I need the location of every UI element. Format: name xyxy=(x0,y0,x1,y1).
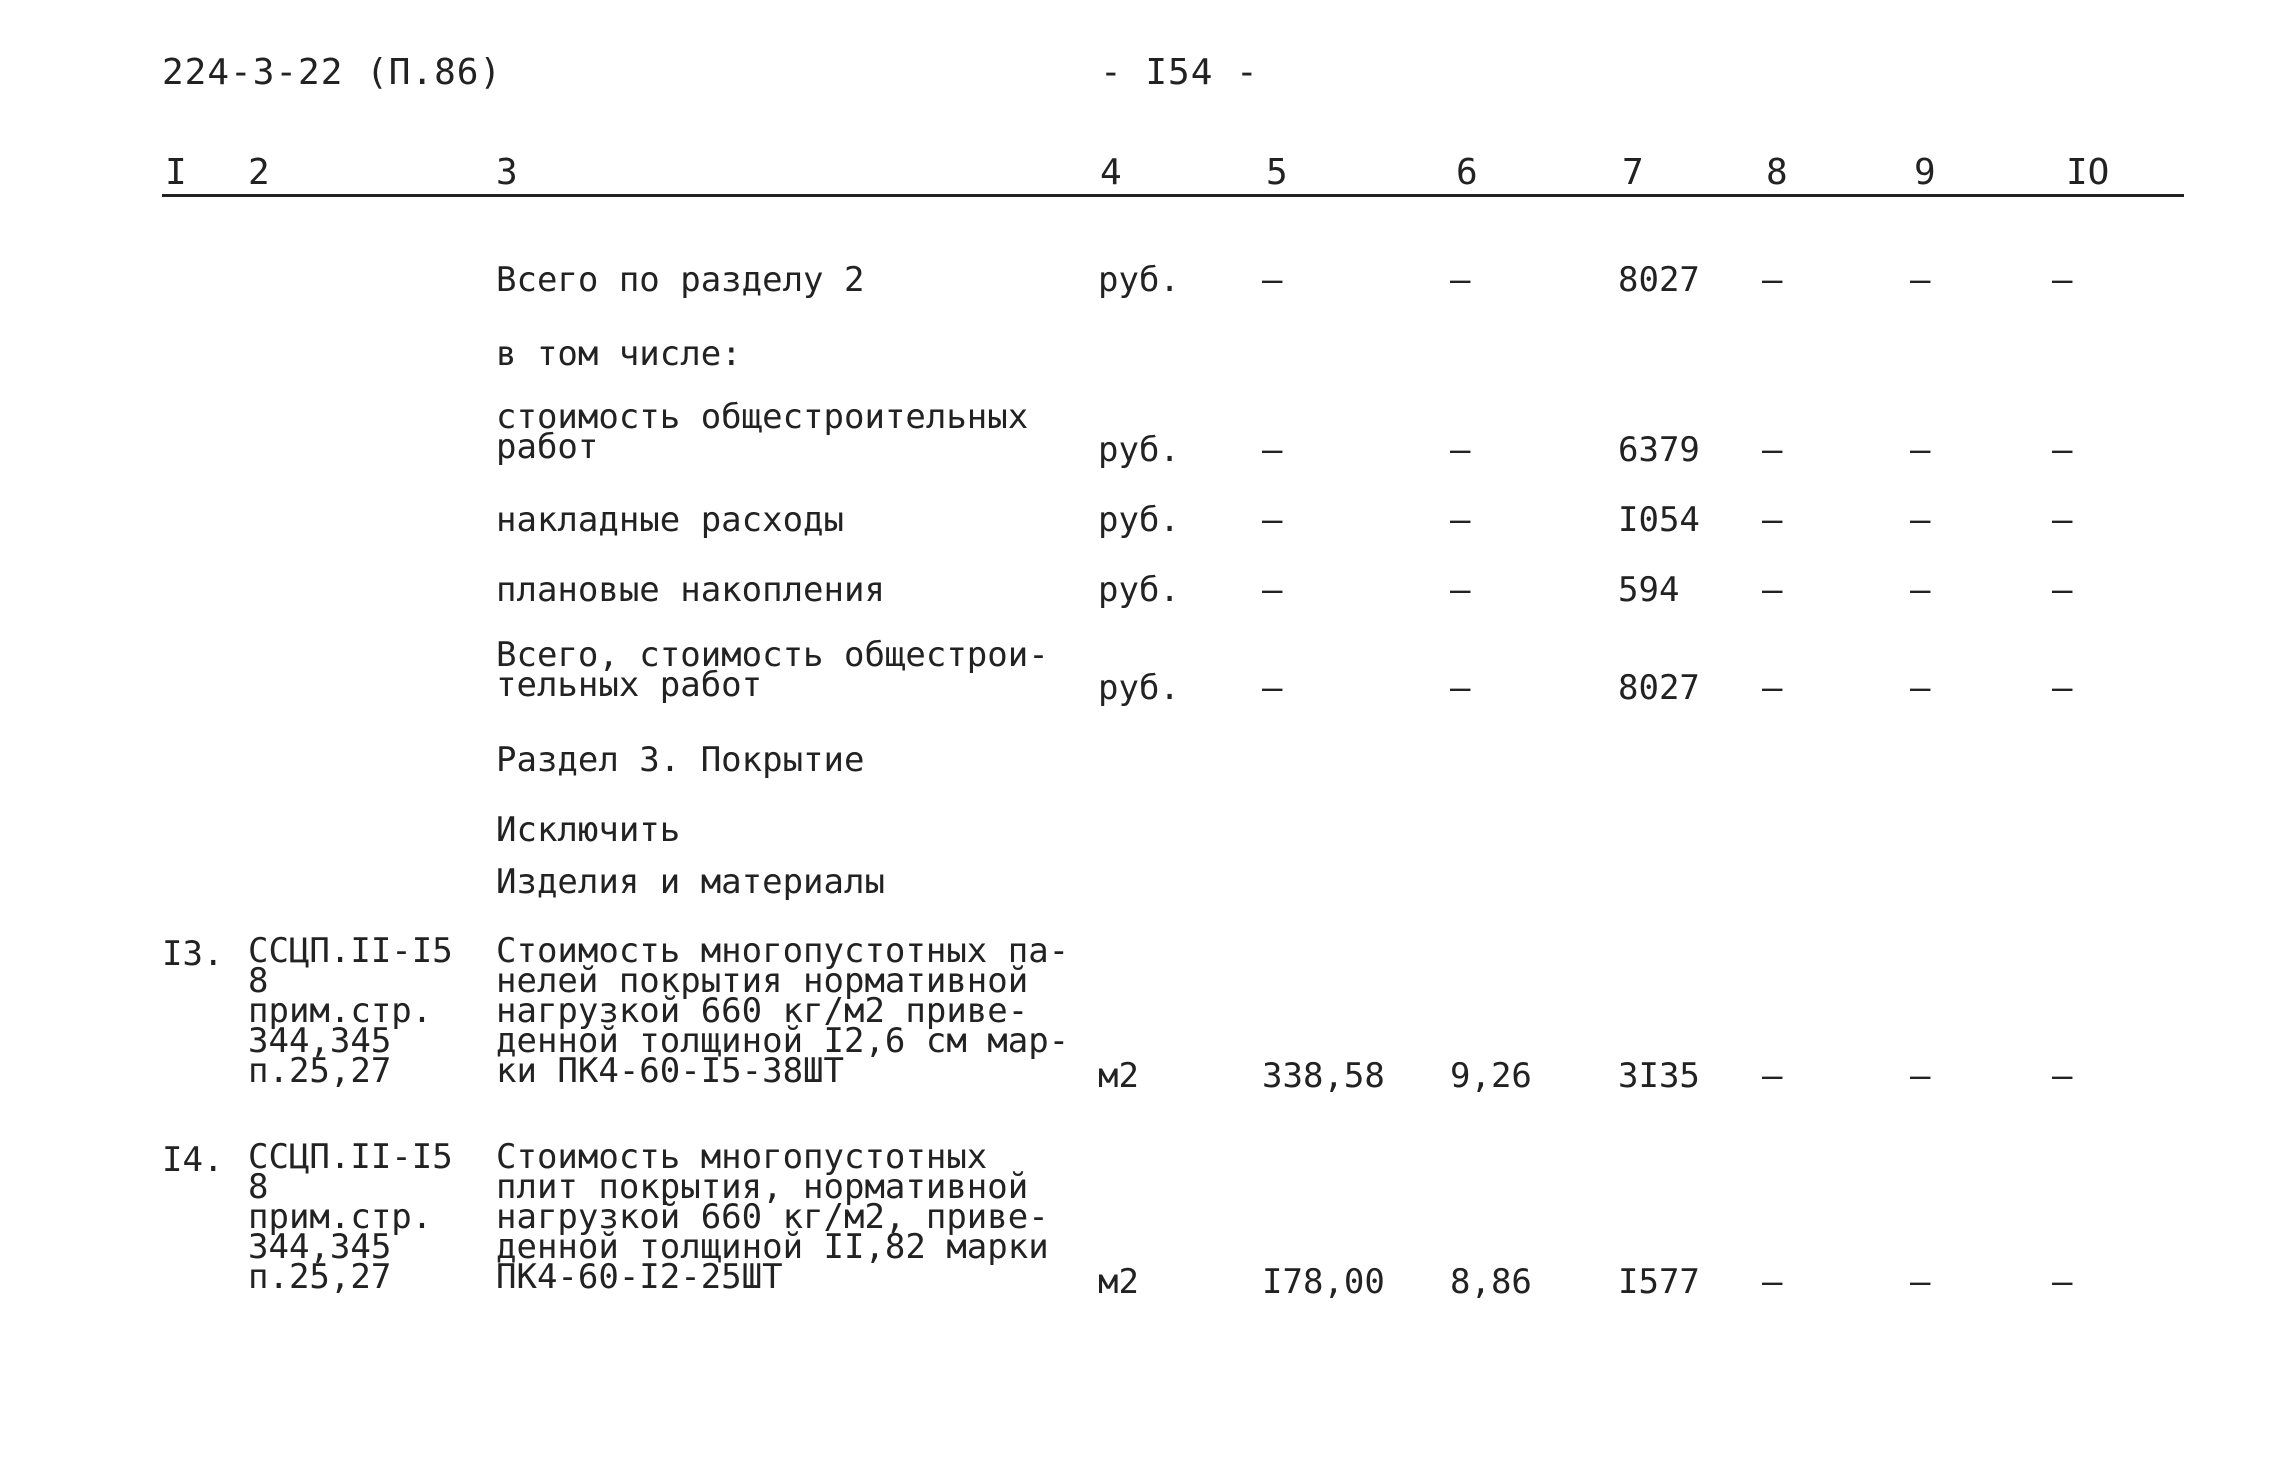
row-col6: – xyxy=(1450,500,1471,540)
row-col8: – xyxy=(1762,500,1783,540)
column-number: 9 xyxy=(1914,152,1936,193)
section-heading: Раздел 3. Покрытие xyxy=(496,740,865,780)
column-number: 4 xyxy=(1100,152,1122,193)
row-unit: м2 xyxy=(1098,1056,1139,1096)
row-unit: м2 xyxy=(1098,1262,1139,1302)
column-number: 5 xyxy=(1266,152,1288,193)
row-col6: – xyxy=(1450,260,1471,300)
row-description: Всего, стоимость общестрои- тельных работ xyxy=(496,635,1049,705)
row-col6: 8,86 xyxy=(1450,1262,1532,1302)
row-col9: – xyxy=(1910,1262,1931,1302)
row-reference-code: ССЦП.II-I5 8 прим.стр. 344,345 п.25,27 xyxy=(248,1137,453,1297)
column-number: 7 xyxy=(1622,152,1644,193)
row-description: стоимость общестроительных работ xyxy=(496,397,1029,467)
row-number: I4. xyxy=(162,1140,224,1180)
row-col7: 594 xyxy=(1618,570,1680,610)
row-col10: – xyxy=(2052,668,2073,708)
row-col10: – xyxy=(2052,430,2073,470)
row-col10: – xyxy=(2052,1262,2073,1302)
row-col7: I577 xyxy=(1618,1262,1700,1302)
row-col8: – xyxy=(1762,260,1783,300)
column-number: 8 xyxy=(1766,152,1788,193)
row-col8: – xyxy=(1762,1262,1783,1302)
column-number: 3 xyxy=(496,152,518,193)
row-col6: – xyxy=(1450,430,1471,470)
row-col5: – xyxy=(1262,430,1283,470)
row-col5: – xyxy=(1262,570,1283,610)
column-number: IO xyxy=(2066,152,2110,193)
row-description: накладные расходы xyxy=(496,500,844,540)
row-col10: – xyxy=(2052,500,2073,540)
row-col8: – xyxy=(1762,668,1783,708)
row-unit: руб. xyxy=(1098,570,1180,610)
row-col6: – xyxy=(1450,668,1471,708)
row-col6: – xyxy=(1450,570,1471,610)
row-description: Изделия и материалы xyxy=(496,862,885,902)
column-number: I xyxy=(165,152,187,193)
row-reference-code: ССЦП.II-I5 8 прим.стр. 344,345 п.25,27 xyxy=(248,931,453,1091)
row-col8: – xyxy=(1762,430,1783,470)
header-rule xyxy=(162,194,2184,197)
row-description: плановые накопления xyxy=(496,570,885,610)
row-col6: 9,26 xyxy=(1450,1056,1532,1096)
row-col10: – xyxy=(2052,260,2073,300)
row-description: Всего по разделу 2 xyxy=(496,260,865,300)
row-col9: – xyxy=(1910,668,1931,708)
row-description: Исключить xyxy=(496,810,681,850)
row-col5: – xyxy=(1262,500,1283,540)
row-col9: – xyxy=(1910,260,1931,300)
row-col5: – xyxy=(1262,260,1283,300)
row-col7: 3I35 xyxy=(1618,1056,1700,1096)
row-col8: – xyxy=(1762,1056,1783,1096)
row-col9: – xyxy=(1910,430,1931,470)
row-col10: – xyxy=(2052,570,2073,610)
row-col9: – xyxy=(1910,570,1931,610)
column-number: 6 xyxy=(1456,152,1478,193)
row-description: Стоимость многопустотных плит покрытия, нормативной нагрузкой 660 кг/м2, приве- денной толщиной II,82 марки ПК4-60-I2-25ШТ xyxy=(496,1137,1049,1297)
row-unit: руб. xyxy=(1098,260,1180,300)
row-description: Стоимость многопустотных па- нелей покрытия нормативной нагрузкой 660 кг/м2 приве- денной толщиной I2,6 см мар- ки ПК4-60-I5-38ШТ xyxy=(496,931,1070,1091)
row-unit: руб. xyxy=(1098,500,1180,540)
row-col8: – xyxy=(1762,570,1783,610)
row-col7: I054 xyxy=(1618,500,1700,540)
column-number: 2 xyxy=(248,152,270,193)
row-unit: руб. xyxy=(1098,430,1180,470)
row-col9: – xyxy=(1910,1056,1931,1096)
document-code: 224-3-22 (П.86) xyxy=(162,52,503,93)
row-col5: – xyxy=(1262,668,1283,708)
row-col7: 6379 xyxy=(1618,430,1700,470)
row-number: I3. xyxy=(162,934,224,974)
row-col9: – xyxy=(1910,500,1931,540)
row-col10: – xyxy=(2052,1056,2073,1096)
row-unit: руб. xyxy=(1098,668,1180,708)
row-description: в том числе: xyxy=(496,334,742,374)
row-col5: 338,58 xyxy=(1262,1056,1385,1096)
row-col5: I78,00 xyxy=(1262,1262,1385,1302)
page-number: - I54 - xyxy=(1100,52,1259,93)
row-col7: 8027 xyxy=(1618,668,1700,708)
row-col7: 8027 xyxy=(1618,260,1700,300)
